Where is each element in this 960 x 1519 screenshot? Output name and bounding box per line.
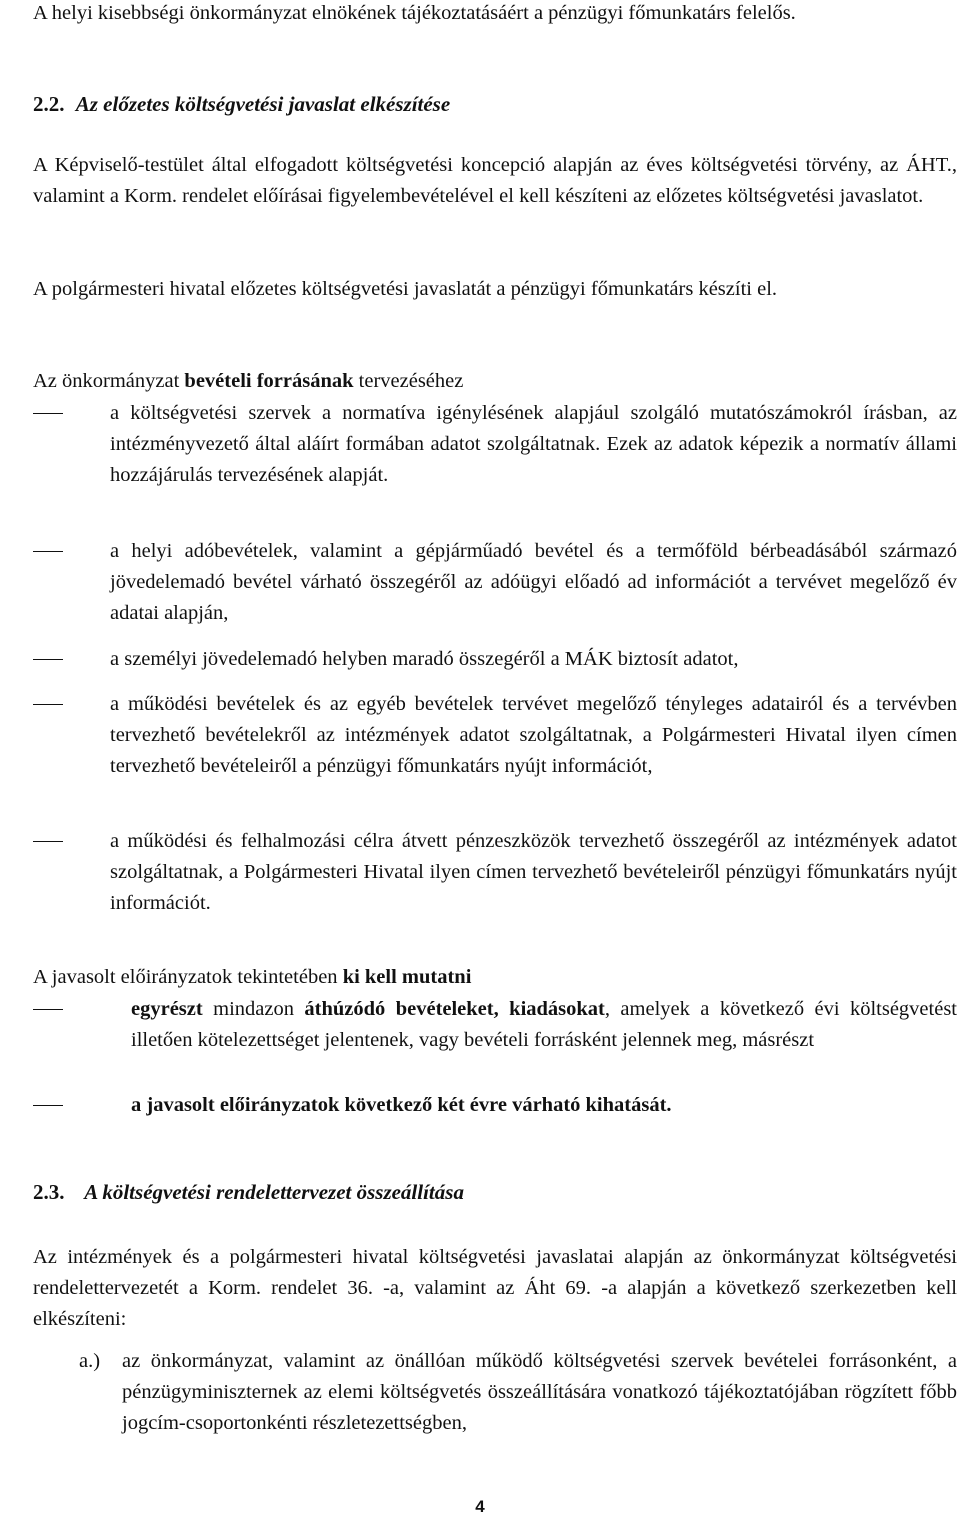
section-title: A költségvetési rendelettervezet összeállítása (84, 1180, 464, 1204)
section-number: 2.3. (33, 1180, 65, 1204)
document-page: A helyi kisebbségi önkormányzat elnökének tájékoztatásáért a pénzügyi főmunkatárs felelős. 2.2. Az előzetes költségvetési javaslat elkészítése A Képviselő-testület által elfogadott költségvetési koncepció alapján az éves költségvetési törvény, az ÁHT., valamint a Korm. rendelet előírásai figyelembevételével el kell készíteni az előzetes költségvetési javaslatot. A polgármesteri hivatal előzetes költségvetési javaslatát a pénzügyi főmunkatárs készíti el. Az önkormányzat bevételi forrásának tervezéséhez a költségvetési szervek a normatíva igénylésének alapjául szolgáló mutatószámokról írásban, az intézményvezető által aláírt formában adatot szolgáltatnak. Ezek az adatok képezik a normatív állami hozzájárulás tervezésének alapját. a helyi adóbevételek, valamint a gépjárműadó bevétel és a termőföld bérbeadásából származó jövedelemadó bevétel várható összegéről az adóügyi előadó ad információt a tervévet megelőző év adatai alapján, a személyi jövedelemadó helyben maradó összegéről a MÁK biztosít adatot, a működési bevételek és az egyéb bevételek tervévet megelőző tényleges adatairól és a tervévben tervezhető bevételekről az intézmények adatot szolgáltatnak, a Polgármesteri Hivatal ilyen címen tervezhető bevételeiről a pénzügyi főmunkatárs nyújt információt, a működési és felhalmozási célra átvett pénzeszközök tervezhető összegéről az intézmények adatot szolgáltatnak, a Polgármesteri Hivatal ilyen címen tervezhető bevételeiről pénzügyi főmunkatárs nyújt információt. A javasolt előirányzatok tekintetében ki kell mutatni egyrészt mindazon áthúzódó bevételeket, kiadásokat, amelyek a következő évi költségvetést illetően kötelezettséget jelentenek, vagy bevételi forrásként jelennek meg, másrészt a javasolt előirányzatok következő két évre várható kihatását. 2.3. A költségvetési rendelettervezet összeállítása Az intézmények és a polgármesteri hivatal költségvetési javaslatai alapján az önkormányzat költségvetési rendelettervezetét a Korm. rendelet 36. -a, valamint az Áht 69. -a alapján a következő szerkezetben kell elkészíteni: a.) az önkormányzat, valamint az önállóan működő költségvetési szervek bevételei forrásonként, a pénzügyminiszternek az elemi költségvetés összeállítására vonatkozó tájékoztatójában rögzített főbb jogcím-csoportonkénti részletezettségben, 4 (0, 0, 960, 1519)
section-heading-2-3 (33, 1180, 464, 1205)
dash-bullet (33, 551, 63, 552)
dash-bullet (33, 1105, 63, 1106)
bold-text: a javasolt előirányzatok következő két évre várható kihatását. (131, 1094, 672, 1116)
paragraph: Az önkormányzat bevételi forrásának tervezéséhez (33, 370, 464, 392)
dash-bullet (33, 659, 63, 660)
bold-text: bevételi forrásának (184, 370, 354, 392)
dash-bullet (33, 704, 63, 705)
list-label: a.) (79, 1350, 101, 1372)
paragraph: A Képviselő-testület által elfogadott költségvetési koncepció alapján az éves költségvetési törvény, az ÁHT., valamint a Korm. rendelet előírásai figyelembevételével el kell készíteni az előzetes költségvetési javaslatot. (33, 154, 957, 207)
section-title: Az előzetes költségvetési javaslat elkészítése (75, 92, 451, 116)
paragraph: A polgármesteri hivatal előzetes költségvetési javaslatát a pénzügyi főmunkatárs készíti el. (33, 278, 778, 300)
bold-text: ki kell mutatni (342, 966, 472, 988)
paragraph: Az intézmények és a polgármesteri hivatal költségvetési javaslatai alapján az önkormányzat költségvetési rendelettervezetét a Korm. rendelet 36. -a, valamint az Áht 69. -a alapján a következő szerkezetben kell elkészíteni: (33, 1246, 957, 1330)
paragraph: A javasolt előirányzatok tekintetében ki kell mutatni (33, 966, 472, 988)
dash-bullet (33, 841, 63, 842)
section-heading-2-2 (33, 92, 450, 117)
dash-bullet (33, 1009, 63, 1010)
dash-bullet (33, 413, 63, 414)
page-number: 4 (475, 1497, 485, 1516)
intro-paragraph: A helyi kisebbségi önkormányzat elnökének tájékoztatásáért a pénzügyi főmunkatárs felelős. (33, 2, 796, 24)
section-number: 2.2. (33, 92, 65, 116)
